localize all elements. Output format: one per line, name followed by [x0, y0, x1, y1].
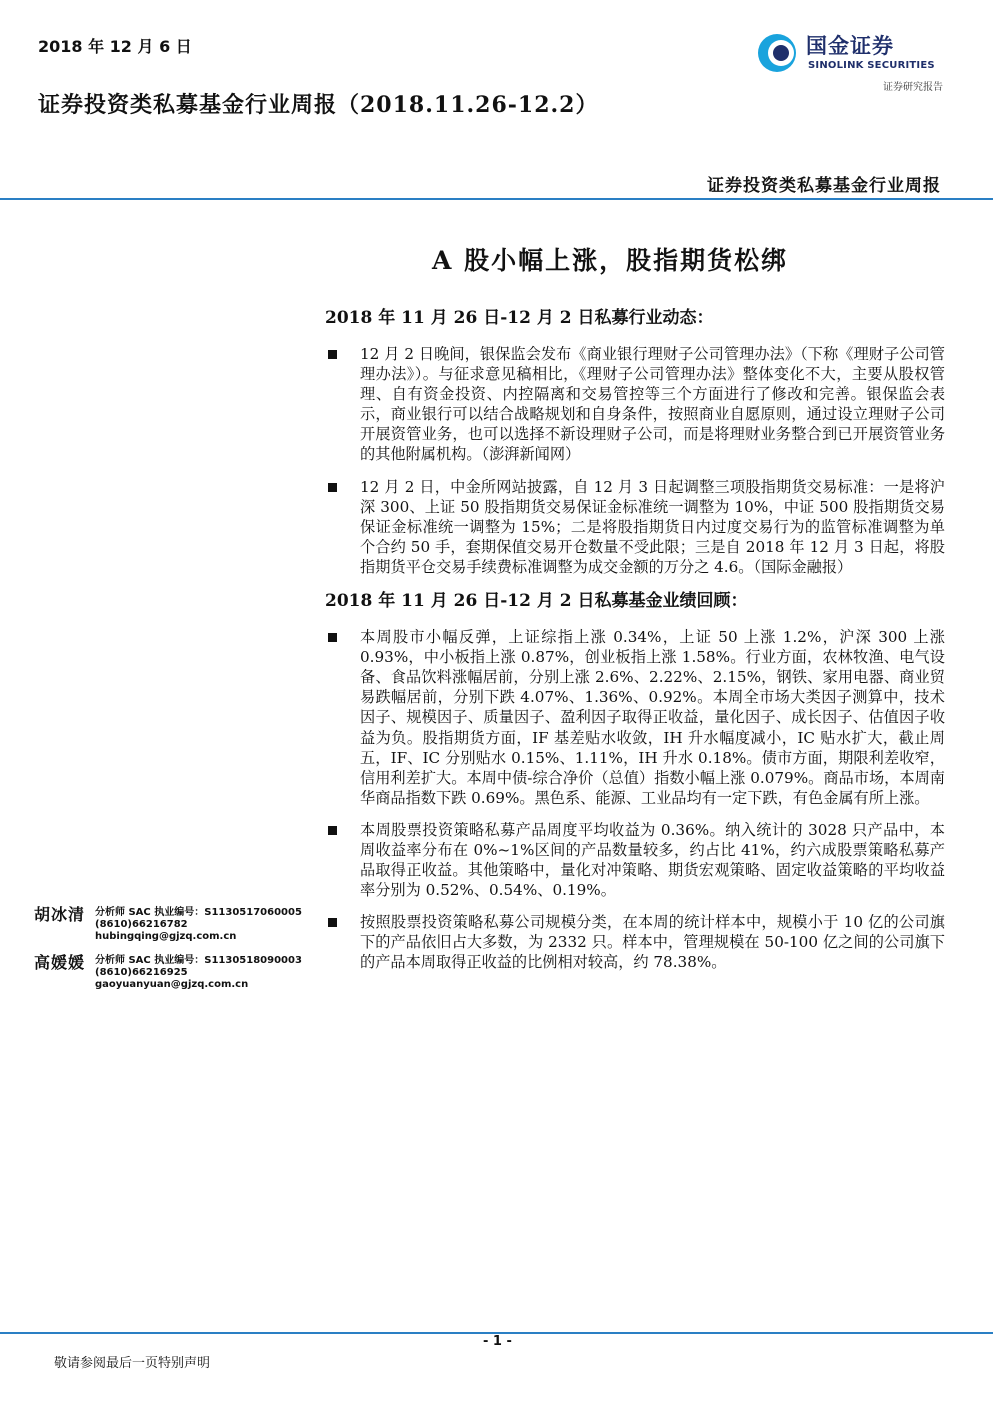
author-info: [95, 907, 302, 943]
author-name: 胡冰清: [34, 905, 86, 924]
company-logo: [756, 30, 946, 76]
author-phone: (8610)66216782: [95, 919, 188, 930]
section-title-industry-news: 2018 年 11 月 26 日-12 月 2 日私募行业动态：: [325, 308, 714, 328]
report-body: [325, 306, 945, 985]
author-phone: (8610)66216925: [95, 967, 188, 978]
author-sac: 分析师 SAC 执业编号：S1130517060005: [95, 907, 302, 918]
author-entry: [34, 902, 314, 950]
page-title: 证券投资类私募基金行业周报（2018.11.26-12.2）: [38, 92, 599, 118]
report-date: 2018 年 12 月 6 日: [38, 37, 192, 56]
report-headline: A 股小幅上涨，股指期货松绑: [432, 246, 789, 275]
author-email[interactable]: gaoyuanyuan@gjzq.com.cn: [95, 979, 249, 990]
author-name: 高媛媛: [34, 953, 86, 972]
author-email[interactable]: hubingqing@gjzq.com.cn: [95, 931, 237, 942]
bullet-text: 本周股票投资策略私募产品周度平均收益为 0.36%。纳入统计的 3028 只产品中，本周收益率分布在 0%~1%区间的产品数量较多，约占比 41%，约六成股票策略私募产品取得正收益。其他策略中，量化对冲策略、期货宏观策略、固定收益策略的平均收益率分别为 0.52%、0.54%、0.19%。: [360, 820, 945, 900]
square-bullet-icon: [328, 918, 337, 927]
author-sac: 分析师 SAC 执业编号：S1130518090003: [95, 955, 302, 966]
bullet-text: 12 月 2 日，中金所网站披露，自 12 月 3 日起调整三项股指期货交易标准：一是将沪深 300、上证 50 股指期货交易保证金标准统一调整为 10%，中证 500 股指期货交易保证金标准统一调整为 15%；二是将股指期货日内过度交易行为的监管标准调整为单个合约 50 手，套期保值交易开仓数量不受此限；三是自 2018 年 12 月 3 日起，将股指期货平仓交易手续费标准调整为成交金额的万分之 4.6。（国际金融报）: [360, 477, 945, 576]
page-number: - 1 -: [483, 1334, 512, 1349]
bullet-text: 本周股市小幅反弹，上证综指上涨 0.34%，上证 50 上涨 1.2%，沪深 300 上涨 0.93%，中小板指上涨 0.87%，创业板指上涨 1.58%。行业方面，农林牧渔、电气设备、食品饮料涨幅居前，分别上涨 2.6%、2.22%、2.15%，钢铁、家用电器、商业贸易跌幅居前，分别下跌 4.07%、1.36%、0.92%。本周全市场大类因子测算中，技术因子、规模因子、质量因子、盈利因子取得正收益，量化因子、成长因子、估值因子收益为负。股指期货方面，IF 基差贴水收敛，IH 升水幅度减小，IC 贴水扩大，截止周五，IF、IC 分别贴水 0.15%、1.11%，IH 升水 0.18%。债市方面，期限利差收窄，信用利差扩大。本周中债-综合净价（总值）指数小幅上涨 0.079%。商品市场，本周南华商品指数下跌 0.69%。黑色系、能源、工业品均有一定下跌，有色金属有所上涨。: [360, 628, 945, 807]
list-item: [325, 477, 945, 577]
author-block: [34, 902, 314, 998]
logo-cn-text: 国金证券: [806, 34, 894, 58]
square-bullet-icon: [328, 350, 337, 359]
disclaimer-note: 敬请参阅最后一页特别声明: [54, 1356, 211, 1371]
series-name: 证券投资类私募基金行业周报: [707, 176, 941, 196]
author-info: [95, 955, 302, 991]
sinolink-logo-icon: [756, 32, 798, 74]
header-divider: [0, 198, 993, 200]
logo-en-text: SINOLINK SECURITIES: [808, 60, 935, 71]
list-item: [325, 344, 945, 465]
list-item: [325, 912, 945, 972]
list-item: [325, 627, 945, 808]
square-bullet-icon: [328, 633, 337, 642]
square-bullet-icon: [328, 826, 337, 835]
square-bullet-icon: [328, 483, 337, 492]
list-item: [325, 820, 945, 900]
bullet-text: 12 月 2 日晚间，银保监会发布《商业银行理财子公司管理办法》（下称《理财子公司管理办法》）。与征求意见稿相比，《理财子公司管理办法》整体变化不大，主要从股权管理、自有资金投资、内控隔离和交易管控等三个方面进行了修改和完善。银保监会表示，商业银行可以结合战略规划和自身条件，按照商业自愿原则，通过设立理财子公司开展资管业务，也可以选择不新设理财子公司，而是将理财业务整合到已开展资管业务的其他附属机构。（澎湃新闻网）: [360, 345, 945, 464]
bullet-text: 按照股票投资策略私募公司规模分类，在本周的统计样本中，规模小于 10 亿的公司旗下的产品依旧占大多数，为 2332 只。样本中，管理规模在 50-100 亿之间的公司旗下的产品本周取得正收益的比例相对较高，约 78.38%。: [360, 913, 945, 972]
report-type-label: 证券研究报告: [883, 82, 943, 93]
section-title-performance-review: 2018 年 11 月 26 日-12 月 2 日私募基金业绩回顾：: [325, 591, 748, 612]
author-entry: [34, 950, 314, 998]
